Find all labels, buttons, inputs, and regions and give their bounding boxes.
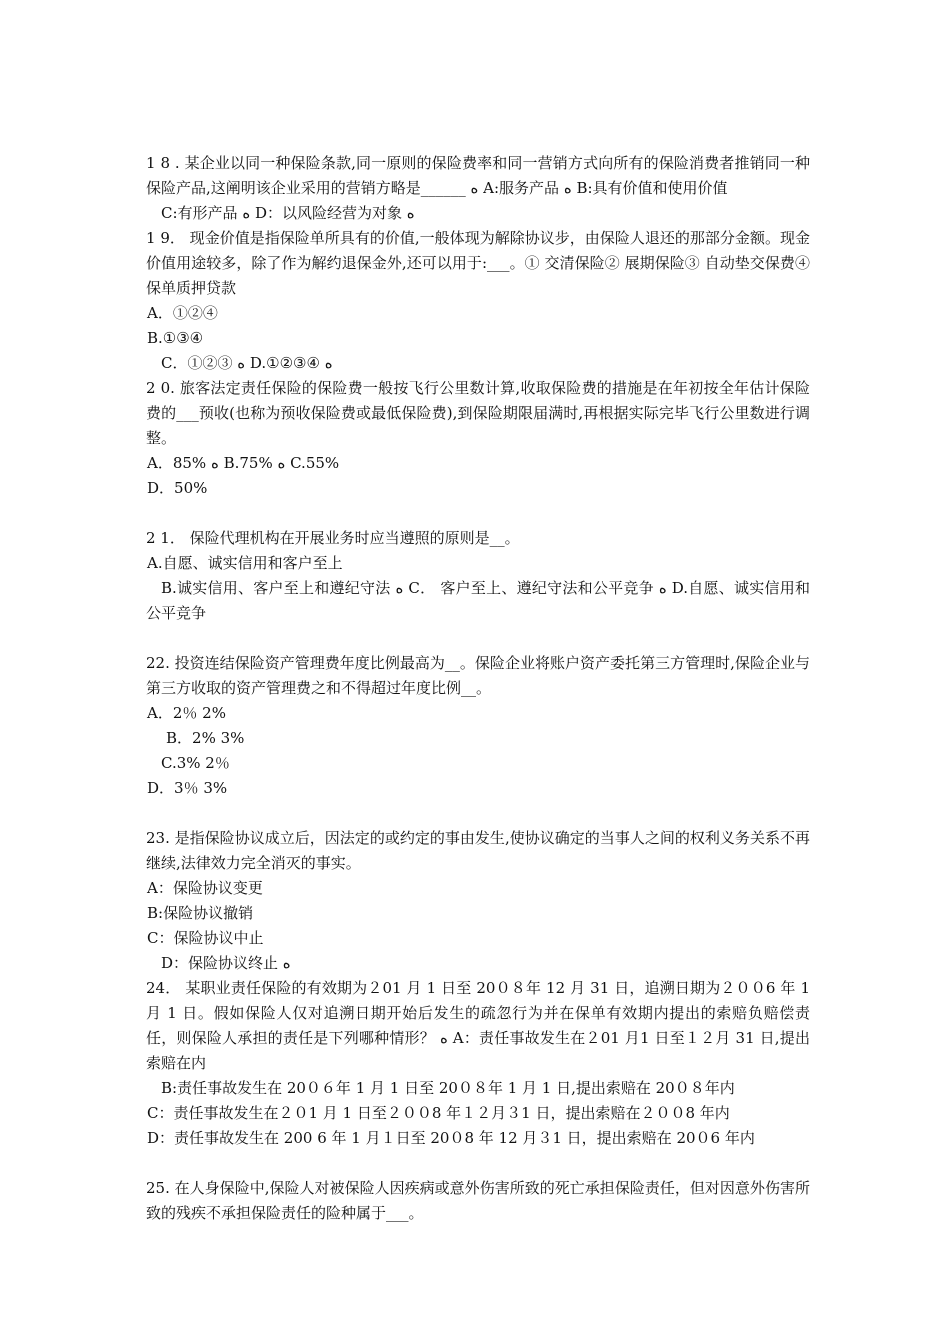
question-18: [146, 151, 810, 226]
spacer: [146, 626, 810, 651]
question-22-option-d: D．3％ 3%: [147, 779, 228, 797]
question-24: [146, 976, 810, 1151]
question-22-option-c: C.3% 2％: [161, 754, 230, 772]
question-25-text: 25. 在人身保险中,保险人对被保险人因疾病或意外伤害所致的死亡承担保险责任，但对因意外伤害所致的残疾不承担保险责任的险种属于___。: [146, 1179, 810, 1222]
question-21-option-bcd: B.诚实信用、客户至上和遵纪守法 ﻩ C． 客户至上、遵纪守法和公平竞争 ﻩ D.自愿、诚实信用和公平竞争: [146, 579, 811, 622]
question-25: [146, 1176, 810, 1226]
spacer: [146, 1151, 810, 1176]
question-23-option-a: A：保险协议变更: [147, 879, 263, 897]
question-23-option-b: B:保险协议撤销: [147, 904, 254, 922]
question-20-option-d: D．50%: [147, 479, 208, 497]
question-20-text: 2 0. 旅客法定责任保险的保险费一般按飞行公里数计算,收取保险费的措施是在年初按全年估计保险费的___预收(也称为预收保险费或最低保险费),到保险期限届满时,再根据实际完毕飞行公里数进行调整。: [146, 379, 810, 447]
question-19-text: 1 9． 现金价值是指保险单所具有的价值,一般体现为解除协议步，由保险人退还的那部分金额。现金价值用途较多，除了作为解约退保金外,还可以用于:___。① 交清保险② 展期保险③ 自动垫交保费④ 保单质押贷款: [146, 229, 810, 297]
question-24-text: 24． 某职业责任保险的有效期为２01 月 1 日至 20０８年 12 月 31 日，追溯日期为２００6 年 1 月 1 日。假如保险人仅对追溯日期开始后发生的疏忽行为并在保单有效期内提出的索赔负赔偿责任，则保险人承担的责任是下列哪种情形？ ﻩ A：责任事故发生在２01 月1 日至１２月 31 日,提出索赔在内: [146, 979, 810, 1072]
question-21-option-a: A.自愿、诚实信用和客户至上: [147, 554, 343, 572]
spacer: [146, 801, 810, 826]
question-22: [146, 651, 810, 801]
question-19-option-cd: C．①②③ ﻩ D.①②③④ ﻩ: [161, 354, 333, 372]
question-18-text: 1 8 . 某企业以同一种保险条款,同一原则的保险费率和同一营销方式向所有的保险消费者推销同一种保险产品,这阐明该企业采用的营销方略是______ ﻩ A:服务产品 ﻩ B:具有价值和使用价值: [146, 154, 810, 197]
question-21-text: 2 1． 保险代理机构在开展业务时应当遵照的原则是__。: [146, 529, 520, 547]
question-23-option-c: C：保险协议中止: [147, 929, 264, 947]
question-22-option-a: A．2％ 2%: [147, 704, 226, 722]
spacer: [146, 501, 810, 526]
question-19-option-a: A．①②④: [147, 304, 218, 322]
question-24-option-c: C：责任事故发生在２０1 月 1 日至２００8 年１２月３1 日，提出索赔在２００8 年内: [147, 1104, 730, 1122]
question-21: [146, 526, 810, 626]
question-18-options-cd: C:有形产品 ﻩ D：以风险经营为对象 ﻩ: [161, 204, 415, 222]
question-22-option-b: B．2% 3%: [166, 729, 245, 747]
question-list: [146, 151, 810, 1226]
question-19-option-b: B.①③④: [147, 329, 204, 347]
question-23: [146, 826, 810, 976]
question-24-option-d: D：责任事故发生在 200 6 年 1 月１日至 20０8 年 12 月３1 日，提出索赔在 20０6 年内: [147, 1129, 755, 1147]
question-23-text: 23. 是指保险协议成立后，因法定的或约定的事由发生,使协议确定的当事人之间的权利义务关系不再继续,法律效力完全消灭的事实。: [146, 829, 810, 872]
question-22-text: 22. 投资连结保险资产管理费年度比例最高为__。保险企业将账户资产委托第三方管理时,保险企业与第三方收取的资产管理费之和不得超过年度比例__。: [146, 654, 810, 697]
question-23-option-d: D：保险协议终止 ﻩ: [161, 954, 291, 972]
question-24-option-b: B:责任事故发生在 20０６年 1 月 1 日至 20０８年 1 月 1 日,提出索赔在 20０８年内: [161, 1079, 735, 1097]
question-20: [146, 376, 810, 501]
question-19: [146, 226, 810, 376]
question-20-option-abc: A．85% ﻩ B.75% ﻩ C.55%: [147, 454, 340, 472]
